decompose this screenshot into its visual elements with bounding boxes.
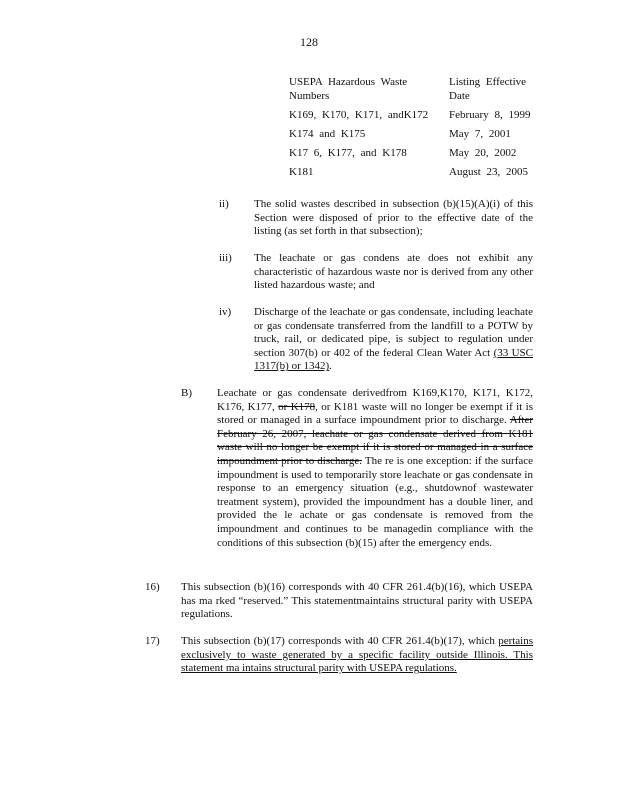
table-cell-codes: K181 [289, 166, 314, 178]
item-ii-text: The solid wastes described in subsection (b)(15)(A)(i) of this Section were disposed of prior to the effective date of the listing (as set forth in that subsection); [254, 198, 533, 238]
item-b-deleted-1: or K178 [278, 400, 316, 413]
item-17-label: 17) [145, 635, 160, 647]
item-iv-tail: . [329, 360, 332, 373]
page-number: 128 [300, 35, 318, 49]
item-17-text: This subsection (b)(17) corresponds with 40 CFR 261.4(b)(17), which [181, 635, 495, 647]
table-header-waste-numbers: USEPA Hazardous Waste Numbers [289, 76, 408, 102]
table-header-row [289, 75, 539, 103]
item-b-label: B) [181, 387, 192, 399]
item-b-text-1: Leachate or gas condensate derivedfrom K169,K170, K171, K172, K176, K177, [217, 387, 533, 413]
table-cell-codes: K169, K170, K171, andK172 [289, 109, 429, 121]
item-17-paragraph [181, 635, 533, 676]
item-ii-label: ii) [219, 198, 229, 210]
table-cell-date: February 8, 1999 [449, 109, 531, 121]
table-row [289, 127, 539, 141]
item-iii-label: iii) [219, 252, 232, 264]
item-iv-label: iv) [219, 306, 232, 318]
item-iv-text: Discharge of the leachate or gas condensate, including leachate or gas condensate transferred from the landfill to a POTW by truck, rail, or dedicated pipe, is subject to regulation under section 307(b) or 402 of the federal Clean Water Act [254, 306, 533, 359]
table-row [289, 146, 539, 160]
item-16-label: 16) [145, 581, 160, 593]
table-cell-codes: K17 6, K177, and K178 [289, 147, 407, 159]
item-b-paragraph [217, 387, 533, 550]
table-row [289, 165, 539, 179]
item-iv-citation: (33 USC 1317(b) or 1342) [254, 346, 534, 373]
item-17-inserted: pertains exclusively to waste generated by a specific facility outside Illinois. This statement ma intains structural parity with USEPA regulations. [181, 635, 534, 675]
item-16-text: This subsection (b)(16) corresponds with 40 CFR 261.4(b)(16), which USEPA has ma rked “reserved.” This statementmaintains structural parity with USEPA regulations. [181, 581, 533, 621]
table-cell-codes: K174 and K175 [289, 128, 366, 140]
table-cell-date: May 20, 2002 [449, 147, 517, 159]
listing-table [289, 75, 539, 184]
item-iv-paragraph [254, 306, 533, 374]
item-b-text-2: , or K181 waste will no longer be exempt if it is stored or managed in a surface impoundment prior to discharge. [217, 400, 534, 427]
table-row [289, 108, 539, 122]
item-b-text-3: The re is one exception: if the surface impoundment is used to temporarily store leachate or gas condensate in response to an emergency situation (e.g., shutdownof wastewater treatment system), provided the impoundment has a double liner, and provided the le achate or gas condensate is removed from the impoundment and continues to be managedin compliance with the conditions of this subsection (b)(15) after the emergency ends. [217, 454, 534, 549]
table-cell-date: August 23, 2005 [449, 166, 529, 178]
table-cell-date: May 7, 2001 [449, 128, 511, 140]
item-iii-text: The leachate or gas condens ate does not exhibit any characteristic of hazardous waste nor is derived from any other listed hazardous waste; and [254, 252, 533, 292]
table-header-effective-date: Listing Effective Date [449, 76, 527, 102]
item-b-deleted-2: After February 26, 2007, leachate or gas condensate derived from K181 waste will no longer be exempt if it is stored or managed in a surface impoundment prior to discharge. [217, 414, 533, 467]
